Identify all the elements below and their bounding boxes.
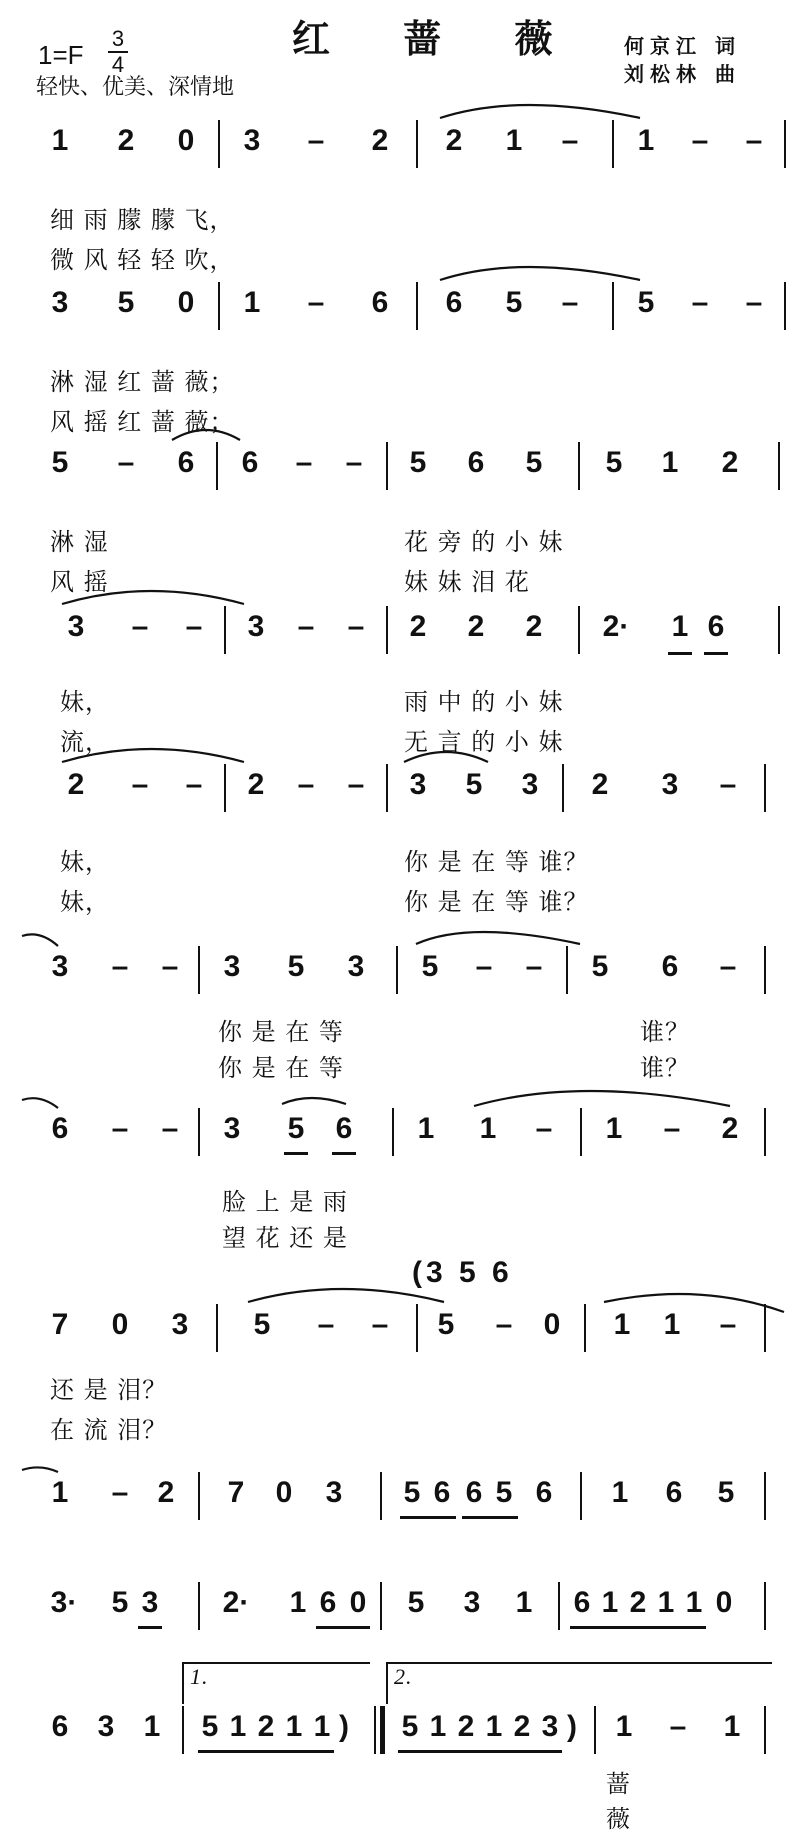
note: 3	[51, 286, 69, 319]
note: 6	[51, 1710, 69, 1743]
note: 1	[289, 1586, 307, 1619]
lyric-verse-2: 妹，	[60, 888, 110, 916]
note: –	[669, 1710, 687, 1743]
note: 5	[117, 286, 135, 319]
note: 6	[371, 286, 389, 319]
note: 2	[467, 610, 485, 643]
intro-bracket: (3 5 6	[412, 1256, 513, 1289]
note: –	[117, 446, 135, 479]
lyric-verse-1-right: 你 是 在 等 谁？	[404, 848, 589, 876]
barline	[392, 1108, 394, 1156]
note: –	[745, 286, 763, 319]
note: 2	[457, 1710, 475, 1743]
lyric-verse-2: 流，	[60, 728, 110, 756]
note: 2	[629, 1586, 647, 1619]
eighth-underline	[400, 1516, 456, 1519]
note: 1	[613, 1308, 631, 1341]
lyric-verse-1: 脸 上 是 雨	[222, 1188, 348, 1216]
lyric-verse-2-right: 你 是 在 等 谁？	[404, 888, 589, 916]
note: –	[525, 950, 543, 983]
note: 6	[665, 1476, 683, 1509]
note: 1	[285, 1710, 303, 1743]
note: 6	[707, 610, 725, 643]
eighth-underline	[332, 1152, 356, 1155]
lyric-verse-1-right: 花 旁 的 小 妹	[404, 528, 564, 556]
tie-arc	[22, 1098, 58, 1108]
note: )	[339, 1710, 349, 1743]
barline	[396, 946, 398, 994]
note: 1	[663, 1308, 681, 1341]
note: 0	[177, 124, 195, 157]
barline	[218, 282, 220, 330]
note: 5	[287, 950, 305, 983]
lyric-verse-2-right: 谁？	[640, 1054, 690, 1082]
note: 3	[97, 1710, 115, 1743]
barline	[580, 1108, 582, 1156]
lyric-verse-1: 妹，	[60, 688, 110, 716]
barline	[216, 1304, 218, 1352]
barline	[764, 1582, 766, 1630]
note: 6	[573, 1586, 591, 1619]
note: 2	[525, 610, 543, 643]
note: 5	[421, 950, 439, 983]
barline	[584, 1304, 586, 1352]
note: 0	[715, 1586, 733, 1619]
note: –	[691, 286, 709, 319]
barline	[198, 1108, 200, 1156]
time-signature-bottom: 4	[111, 52, 125, 77]
note: 3	[463, 1586, 481, 1619]
note: 1	[243, 286, 261, 319]
note: 5	[403, 1476, 421, 1509]
barline	[198, 946, 200, 994]
barline	[380, 1582, 382, 1630]
note: –	[131, 768, 149, 801]
note: 2	[371, 124, 389, 157]
lyric-verse-1: 妹，	[60, 848, 110, 876]
note: 1	[661, 446, 679, 479]
barline	[218, 120, 220, 168]
tie-arc	[22, 934, 58, 946]
note: 6	[335, 1112, 353, 1145]
note: –	[535, 1112, 553, 1145]
note: 5	[437, 1308, 455, 1341]
note: –	[561, 124, 579, 157]
note: 3	[51, 950, 69, 983]
song-title: 红 蔷 薇	[292, 16, 583, 61]
lyric-verse-2-right: 妹 妹 泪 花	[404, 568, 530, 596]
note: 1	[605, 1112, 623, 1145]
note: 3	[325, 1476, 343, 1509]
note: )	[567, 1710, 577, 1743]
lyric-verse-2: 风 摇 红 蔷 薇；	[50, 408, 235, 436]
note: 2	[409, 610, 427, 643]
lyric-ending: 蔷 薇	[606, 1770, 690, 1833]
note: 5	[637, 286, 655, 319]
note: –	[307, 124, 325, 157]
composer-credit: 刘松林 曲	[624, 62, 741, 86]
note: 6	[433, 1476, 451, 1509]
eighth-underline	[462, 1516, 518, 1519]
tie-arc	[440, 267, 640, 280]
note: 1	[601, 1586, 619, 1619]
note: –	[345, 446, 363, 479]
note: –	[131, 610, 149, 643]
note: –	[745, 124, 763, 157]
lyric-verse-1: 淋 湿	[50, 528, 109, 556]
note: –	[185, 768, 203, 801]
note: –	[719, 768, 737, 801]
note: 1	[479, 1112, 497, 1145]
note: 2	[117, 124, 135, 157]
note: 0	[349, 1586, 367, 1619]
note: 1	[51, 1476, 69, 1509]
note: 2	[445, 124, 463, 157]
note: 3	[541, 1710, 559, 1743]
note: 1	[615, 1710, 633, 1743]
note: 0	[177, 286, 195, 319]
lyric-verse-1: 细 雨 朦 朦 飞，	[50, 206, 235, 234]
barline	[216, 442, 218, 490]
note: 3	[243, 124, 261, 157]
barline	[578, 606, 580, 654]
note: 3	[247, 610, 265, 643]
second-ending-label: 2.	[394, 1664, 413, 1689]
barline	[778, 606, 780, 654]
note: 6	[465, 1476, 483, 1509]
eighth-underline	[138, 1626, 162, 1629]
barline	[764, 946, 766, 994]
note: 6	[319, 1586, 337, 1619]
lyric-verse-2: 你 是 在 等	[218, 1054, 344, 1082]
note: –	[161, 950, 179, 983]
note: 3	[409, 768, 427, 801]
note: 1	[505, 124, 523, 157]
note: 5	[591, 950, 609, 983]
tempo-marking: 轻快、优美、深情地	[36, 75, 235, 100]
barline	[764, 1108, 766, 1156]
note: –	[663, 1112, 681, 1145]
barline	[764, 1706, 766, 1754]
tie-arc	[440, 105, 640, 118]
note: 6	[51, 1112, 69, 1145]
note: 5	[495, 1476, 513, 1509]
key-signature: 1=F	[38, 40, 84, 70]
barline	[578, 442, 580, 490]
note: –	[371, 1308, 389, 1341]
eighth-underline	[316, 1626, 370, 1629]
note: 1	[637, 124, 655, 157]
lyric-verse-2: 微 风 轻 轻 吹，	[50, 246, 235, 274]
lyric-verse-1-right: 谁？	[640, 1018, 690, 1046]
note: –	[297, 768, 315, 801]
note: –	[297, 610, 315, 643]
note: –	[561, 286, 579, 319]
tie-arc	[416, 932, 580, 944]
note: 5	[51, 446, 69, 479]
note: 6	[445, 286, 463, 319]
note: –	[719, 950, 737, 983]
note: 5	[253, 1308, 271, 1341]
note: 1	[429, 1710, 447, 1743]
note: 2	[157, 1476, 175, 1509]
note: 6	[467, 446, 485, 479]
tie-arc	[474, 1091, 730, 1106]
barline	[778, 442, 780, 490]
lyric-verse-2: 风 摇	[50, 568, 109, 596]
note: 3	[223, 1112, 241, 1145]
note: 5	[605, 446, 623, 479]
note: 7	[227, 1476, 245, 1509]
barline	[562, 764, 564, 812]
barline	[784, 282, 786, 330]
lyric-verse-2: 在 流 泪？	[50, 1416, 168, 1444]
lyric-verse-2: 望 花 还 是	[222, 1224, 348, 1252]
barline	[416, 120, 418, 168]
note: 1	[685, 1586, 703, 1619]
note: 6	[535, 1476, 553, 1509]
barline	[224, 606, 226, 654]
note: 5	[409, 446, 427, 479]
note: –	[185, 610, 203, 643]
barline	[224, 764, 226, 812]
note: 1	[229, 1710, 247, 1743]
note: 5	[505, 286, 523, 319]
eighth-underline	[284, 1152, 308, 1155]
lyric-verse-2-right: 无 言 的 小 妹	[404, 728, 564, 756]
note: 3	[661, 768, 679, 801]
lyricist-credit: 何京江 词	[624, 34, 741, 58]
note: –	[295, 446, 313, 479]
repeat-barline	[380, 1706, 385, 1754]
tie-arc	[22, 1467, 58, 1472]
note: 5	[201, 1710, 219, 1743]
note: 1	[417, 1112, 435, 1145]
note: 2	[247, 768, 265, 801]
note: 2	[721, 1112, 739, 1145]
note: 2	[513, 1710, 531, 1743]
note: 3	[347, 950, 365, 983]
note: 5	[525, 446, 543, 479]
note: 7	[51, 1308, 69, 1341]
barline	[612, 282, 614, 330]
note: 2	[591, 768, 609, 801]
note: 1	[611, 1476, 629, 1509]
note: 2	[721, 446, 739, 479]
note: 5	[287, 1112, 305, 1145]
note: 2	[67, 768, 85, 801]
note: –	[161, 1112, 179, 1145]
barline	[386, 606, 388, 654]
barline	[784, 120, 786, 168]
barline	[580, 1472, 582, 1520]
note: 5	[407, 1586, 425, 1619]
note: 2·	[602, 610, 630, 643]
lyric-verse-1: 淋 湿 红 蔷 薇；	[50, 368, 235, 396]
second-ending-bracket	[386, 1662, 772, 1704]
note: –	[475, 950, 493, 983]
eighth-underline	[570, 1626, 706, 1629]
note: 0	[543, 1308, 561, 1341]
eighth-underline	[398, 1750, 562, 1753]
note: –	[691, 124, 709, 157]
barline	[764, 1472, 766, 1520]
note: 1	[313, 1710, 331, 1743]
eighth-underline	[704, 652, 728, 655]
note: –	[347, 768, 365, 801]
note: 3	[521, 768, 539, 801]
note: –	[347, 610, 365, 643]
barline	[416, 1304, 418, 1352]
note: 1	[143, 1710, 161, 1743]
time-signature-top: 3	[111, 26, 125, 51]
lyric-verse-1: 还 是 泪？	[50, 1376, 168, 1404]
note: –	[307, 286, 325, 319]
note: 1	[657, 1586, 675, 1619]
barline	[182, 1706, 184, 1754]
note: 2·	[222, 1586, 250, 1619]
first-ending-bracket	[182, 1662, 370, 1704]
barline	[594, 1706, 596, 1754]
note: –	[111, 1112, 129, 1145]
barline	[416, 282, 418, 330]
note: 5	[717, 1476, 735, 1509]
tie-arc	[248, 1289, 444, 1302]
eighth-underline	[668, 652, 692, 655]
eighth-underline	[198, 1750, 334, 1753]
note: 6	[177, 446, 195, 479]
note: 1	[485, 1710, 503, 1743]
barline	[198, 1472, 200, 1520]
lyric-verse-1: 你 是 在 等	[218, 1018, 344, 1046]
tie-arc	[282, 1098, 346, 1104]
barline	[764, 1304, 766, 1352]
note: –	[111, 950, 129, 983]
barline	[612, 120, 614, 168]
note: 3	[67, 610, 85, 643]
first-ending-label: 1.	[190, 1664, 209, 1689]
barline	[386, 442, 388, 490]
note: 5	[111, 1586, 129, 1619]
note: 2	[257, 1710, 275, 1743]
barline	[198, 1582, 200, 1630]
note: –	[111, 1476, 129, 1509]
note: 3	[171, 1308, 189, 1341]
note: 5	[465, 768, 483, 801]
note: 0	[275, 1476, 293, 1509]
note: –	[317, 1308, 335, 1341]
lyric-verse-1-right: 雨 中 的 小 妹	[404, 688, 564, 716]
note: 6	[241, 446, 259, 479]
note: 1	[723, 1710, 741, 1743]
note: 3	[223, 950, 241, 983]
note: 3·	[50, 1586, 78, 1619]
note: –	[719, 1308, 737, 1341]
note: 1	[671, 610, 689, 643]
barline	[566, 946, 568, 994]
note: 0	[111, 1308, 129, 1341]
note: 5	[401, 1710, 419, 1743]
barline	[386, 764, 388, 812]
note: –	[495, 1308, 513, 1341]
note: 6	[661, 950, 679, 983]
note: 1	[515, 1586, 533, 1619]
barline	[764, 764, 766, 812]
barline	[374, 1706, 376, 1754]
barline	[380, 1472, 382, 1520]
time-signature	[108, 28, 128, 76]
barline	[558, 1582, 560, 1630]
note: 3	[141, 1586, 159, 1619]
note: 1	[51, 124, 69, 157]
